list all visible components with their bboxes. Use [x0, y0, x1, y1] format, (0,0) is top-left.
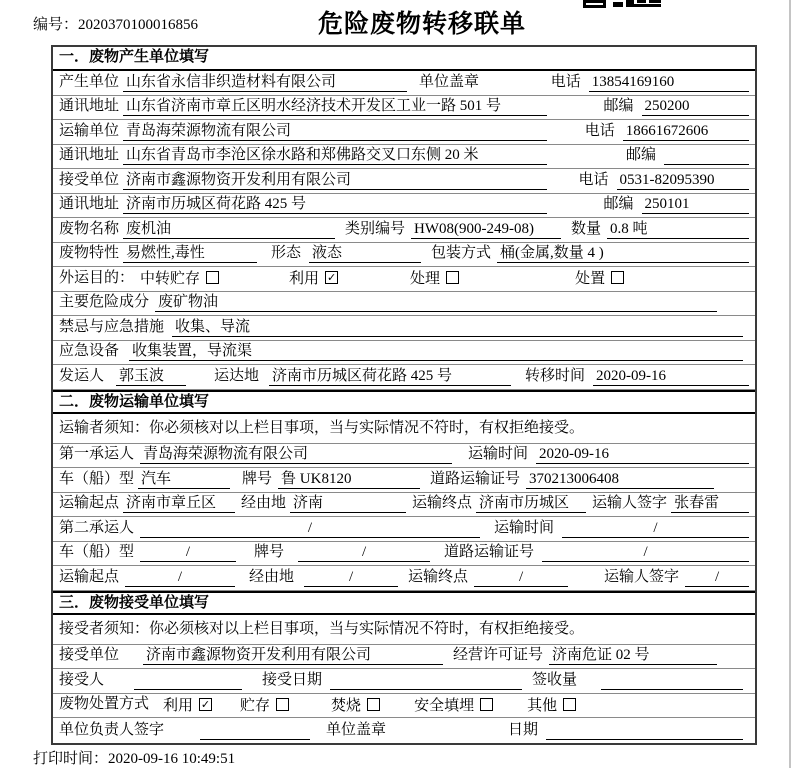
- category-label: 类别编号: [345, 220, 406, 237]
- dest-label: 运达地: [214, 367, 260, 384]
- carrier2-value: /: [140, 518, 480, 538]
- via2-label: 经由地: [249, 568, 295, 585]
- phone-label-1: 电话: [550, 73, 581, 90]
- row-carrier2: [53, 517, 755, 542]
- origin1-value: 济南市章丘区: [123, 493, 235, 513]
- carrier1-value: 青岛海荣源物流有限公司: [140, 444, 452, 464]
- row-responsible-sign: [53, 718, 755, 743]
- manifest-form: [51, 45, 757, 745]
- equipment-label: 应急设备: [59, 343, 120, 359]
- phone-value-1: 13854169160: [589, 72, 749, 92]
- row-route1: [53, 493, 755, 518]
- page-title: 危险废物转移联单: [318, 11, 527, 38]
- unit-seal-label-2: 单位盖章: [326, 721, 387, 738]
- checkbox-disposal-use-label: 利用: [163, 697, 194, 714]
- zip-label-1: 邮编: [603, 98, 634, 114]
- transport-notice-text: 运输者须知：你必须核对以上栏目事项，当与实际情况不符时，有权拒绝接受。: [59, 420, 585, 436]
- row-transport-notice: [53, 414, 755, 444]
- page-right-edge: [789, 0, 791, 768]
- checkbox-landfill: [414, 694, 493, 714]
- responsible-sign-value: [200, 720, 310, 740]
- accept-date-value: [330, 670, 522, 690]
- zip-label-3: 邮编: [603, 196, 634, 212]
- acceptor-label: 接受人: [59, 671, 105, 688]
- plate1-value: 鲁 UK8120: [278, 469, 420, 489]
- acceptor-value: [134, 670, 242, 690]
- row-purpose: [53, 267, 755, 292]
- checkbox-dispose-box: [611, 271, 624, 284]
- vehicle2-value: /: [140, 542, 236, 562]
- road2-label: 道路运输证号: [444, 544, 535, 560]
- row-vehicle1: [53, 468, 755, 493]
- transfer-time-label: 转移时间: [525, 367, 586, 384]
- waste-name-label: 废物名称: [59, 220, 120, 237]
- license-value: 济南危证 02 号: [549, 645, 717, 665]
- zip-value-2: [664, 145, 749, 165]
- clipped-text-fragment: [583, 0, 663, 8]
- serial-label: 编号：: [33, 17, 79, 33]
- taboo-label: 禁忌与应急措施: [59, 318, 165, 335]
- checkbox-treat: [410, 268, 459, 288]
- waste-name-value: 废机油: [123, 219, 335, 239]
- transport-time1-label: 运输时间: [468, 446, 529, 462]
- transporter-label: 运输单位: [59, 122, 120, 139]
- end1-label: 运输终点: [412, 495, 473, 511]
- checkbox-transfer-storage: [140, 268, 219, 288]
- address-value-1: 山东省济南市章丘区明水经济技术开发区工业一路 501 号: [123, 96, 547, 116]
- clipped-glyph-piece: [649, 0, 661, 3]
- origin2-label: 运输起点: [59, 568, 120, 585]
- checkbox-dispose: [575, 268, 624, 288]
- sign1-value: 张春雷: [671, 493, 749, 513]
- row-equipment: [53, 341, 755, 366]
- checkbox-store-label: 贮存: [240, 697, 271, 714]
- road1-value: 370213006408: [526, 469, 714, 489]
- accept-notice-text: 接受者须知：你必须核对以上栏目事项，当与实际情况不符时，有权拒绝接受。: [59, 621, 585, 637]
- section2-header: 二．废物运输单位填写: [53, 390, 755, 414]
- character-value: 易燃性,毒性: [123, 243, 257, 263]
- phone-label-3: 电话: [578, 171, 609, 188]
- phone-value-2: 18661672606: [623, 121, 749, 141]
- checkbox-store: [240, 694, 289, 714]
- row-receiver: [53, 169, 755, 194]
- hazard-value: 废矿物油: [155, 292, 717, 312]
- purpose-label: 外运目的：: [59, 269, 135, 286]
- road2-value: /: [542, 542, 749, 562]
- row-producer-address: [53, 96, 755, 121]
- checkbox-use-box: ✓: [326, 271, 337, 284]
- plate1-label: 牌号: [242, 470, 273, 487]
- row-waste-name: [53, 218, 755, 243]
- row-transporter-address: [53, 145, 755, 170]
- phone-label-2: 电话: [584, 122, 615, 139]
- row-disposal: [53, 694, 755, 719]
- vehicle1-label: 车（船）型: [59, 470, 135, 487]
- address-value-2: 山东省青岛市李沧区徐水路和郑佛路交叉口东侧 20 米: [123, 145, 547, 165]
- row-vehicle2: [53, 542, 755, 567]
- vehicle1-value: 汽车: [138, 469, 230, 489]
- print-time-value: 2020-09-16 10:49:51: [108, 751, 236, 767]
- print-time-line: [33, 747, 235, 768]
- date2-value: [546, 720, 743, 740]
- address-label-1: 通讯地址: [59, 98, 120, 114]
- checkbox-transfer-storage-label: 中转贮存: [140, 271, 201, 287]
- address-label-3: 通讯地址: [59, 196, 120, 212]
- producer-value: 山东省永信非织造材料有限公司: [123, 72, 407, 92]
- transport-time2-label: 运输时间: [494, 519, 555, 536]
- sender-label: 发运人: [59, 367, 105, 384]
- receiver-value: 济南市鑫源物资开发利用有限公司: [123, 170, 547, 190]
- checkbox-dispose-label: 处置: [575, 271, 606, 287]
- row-carrier1: [53, 444, 755, 469]
- packing-label: 包装方式: [431, 245, 492, 261]
- amount-label: 签收量: [532, 671, 578, 688]
- end1-value: 济南市历城区: [476, 493, 586, 513]
- hazard-label: 主要危险成分: [59, 294, 150, 310]
- unit-seal-label: 单位盖章: [419, 73, 480, 90]
- checkbox-other-box: [563, 698, 576, 711]
- checkbox-burn: [331, 694, 380, 714]
- license-label: 经营许可证号: [453, 647, 544, 663]
- equipment-value: 收集装置，导流渠: [129, 341, 743, 361]
- carrier1-label: 第一承运人: [59, 446, 135, 462]
- via1-label: 经由地: [241, 495, 287, 511]
- row-hazard: [53, 292, 755, 317]
- checkbox-burn-box: [367, 698, 380, 711]
- road1-label: 道路运输证号: [430, 470, 521, 487]
- via1-value: 济南: [290, 493, 406, 513]
- receiver-label: 接受单位: [59, 171, 120, 188]
- checkbox-other-label: 其他: [527, 697, 558, 714]
- checkbox-treat-label: 处理: [410, 271, 441, 287]
- vehicle2-label: 车（船）型: [59, 544, 135, 560]
- checkbox-burn-label: 焚烧: [331, 697, 362, 714]
- character-label: 废物特性: [59, 245, 120, 261]
- plate2-value: /: [298, 542, 430, 562]
- clipped-glyph-piece: [634, 4, 661, 7]
- serial-number-line: [33, 13, 198, 34]
- row-waste-character: [53, 243, 755, 268]
- address-label-2: 通讯地址: [59, 147, 120, 163]
- accept-date-label: 接受日期: [262, 671, 323, 688]
- carrier2-label: 第二承运人: [59, 519, 135, 536]
- zip-label-2: 邮编: [626, 147, 657, 163]
- row-producer: [53, 71, 755, 96]
- transporter-value: 青岛海荣源物流有限公司: [123, 121, 547, 141]
- producer-label: 产生单位: [59, 73, 120, 90]
- checkbox-other: [527, 694, 576, 714]
- section3-header: 三．废物接受单位填写: [53, 591, 755, 615]
- qty-value: 0.8 吨: [607, 219, 749, 239]
- checkbox-landfill-label: 安全填埋: [414, 697, 475, 714]
- packing-value: 桶(金属,数量 4 ): [497, 243, 749, 263]
- disposal-label: 废物处置方式: [59, 696, 150, 712]
- sign2-value: /: [685, 567, 749, 587]
- accept-unit-value: 济南市鑫源物资开发利用有限公司: [143, 645, 443, 665]
- form-label: 形态: [271, 245, 302, 261]
- sign1-label: 运输人签字: [592, 495, 668, 511]
- row-acceptor: [53, 669, 755, 694]
- row-sender: [53, 365, 755, 390]
- responsible-sign-label: 单位负责人签字: [59, 721, 165, 738]
- checkbox-treat-box: [446, 271, 459, 284]
- transport-time1-value: 2020-09-16: [536, 444, 749, 464]
- checkbox-disposal-use-box: ✓: [200, 697, 211, 711]
- dest-value: 济南市历城区荷花路 425 号: [269, 366, 511, 386]
- clipped-glyph-box: [583, 0, 606, 8]
- checkbox-landfill-box: [480, 698, 493, 711]
- checkbox-disposal-use: [163, 694, 212, 714]
- checkbox-use: [289, 268, 338, 288]
- row-accept-unit: [53, 645, 755, 670]
- qty-label: 数量: [571, 220, 602, 237]
- section1-header: 一．废物产生单位填写: [53, 47, 755, 71]
- address-value-3: 济南市历城区荷花路 425 号: [123, 194, 547, 214]
- category-value: HW08(900-249-08): [411, 219, 561, 239]
- form-value: 液态: [309, 243, 421, 263]
- date2-label: 日期: [508, 721, 539, 738]
- checkbox-use-label: 利用: [289, 271, 320, 287]
- clipped-glyph-piece: [626, 0, 634, 7]
- taboo-value: 收集、导流: [172, 317, 743, 337]
- serial-value: 2020370100016856: [78, 17, 199, 33]
- clipped-glyph-piece: [637, 0, 646, 3]
- row-accept-notice: [53, 615, 755, 645]
- row-receiver-address: [53, 194, 755, 219]
- origin1-label: 运输起点: [59, 495, 120, 511]
- transport-time2-value: /: [562, 518, 749, 538]
- checkbox-transfer-storage-box: [206, 271, 219, 284]
- zip-value-1: 250200: [642, 96, 750, 116]
- accept-unit-label: 接受单位: [59, 647, 120, 663]
- sender-value: 郭玉波: [116, 366, 186, 386]
- via2-value: /: [304, 567, 398, 587]
- end2-label: 运输终点: [408, 568, 469, 585]
- amount-value: [601, 670, 743, 690]
- print-time-label: 打印时间：: [33, 751, 109, 767]
- row-taboo: [53, 316, 755, 341]
- end2-value: /: [474, 567, 568, 587]
- row-transporter: [53, 120, 755, 145]
- sign2-label: 运输人签字: [604, 568, 680, 585]
- clipped-glyph-piece: [613, 2, 623, 7]
- origin2-value: /: [125, 567, 235, 587]
- zip-value-3: 250101: [642, 194, 750, 214]
- row-route2: [53, 566, 755, 591]
- transfer-time-value: 2020-09-16: [593, 366, 749, 386]
- plate2-label: 牌号: [254, 544, 285, 560]
- phone-value-3: 0531-82095390: [617, 170, 750, 190]
- checkbox-store-box: [276, 698, 289, 711]
